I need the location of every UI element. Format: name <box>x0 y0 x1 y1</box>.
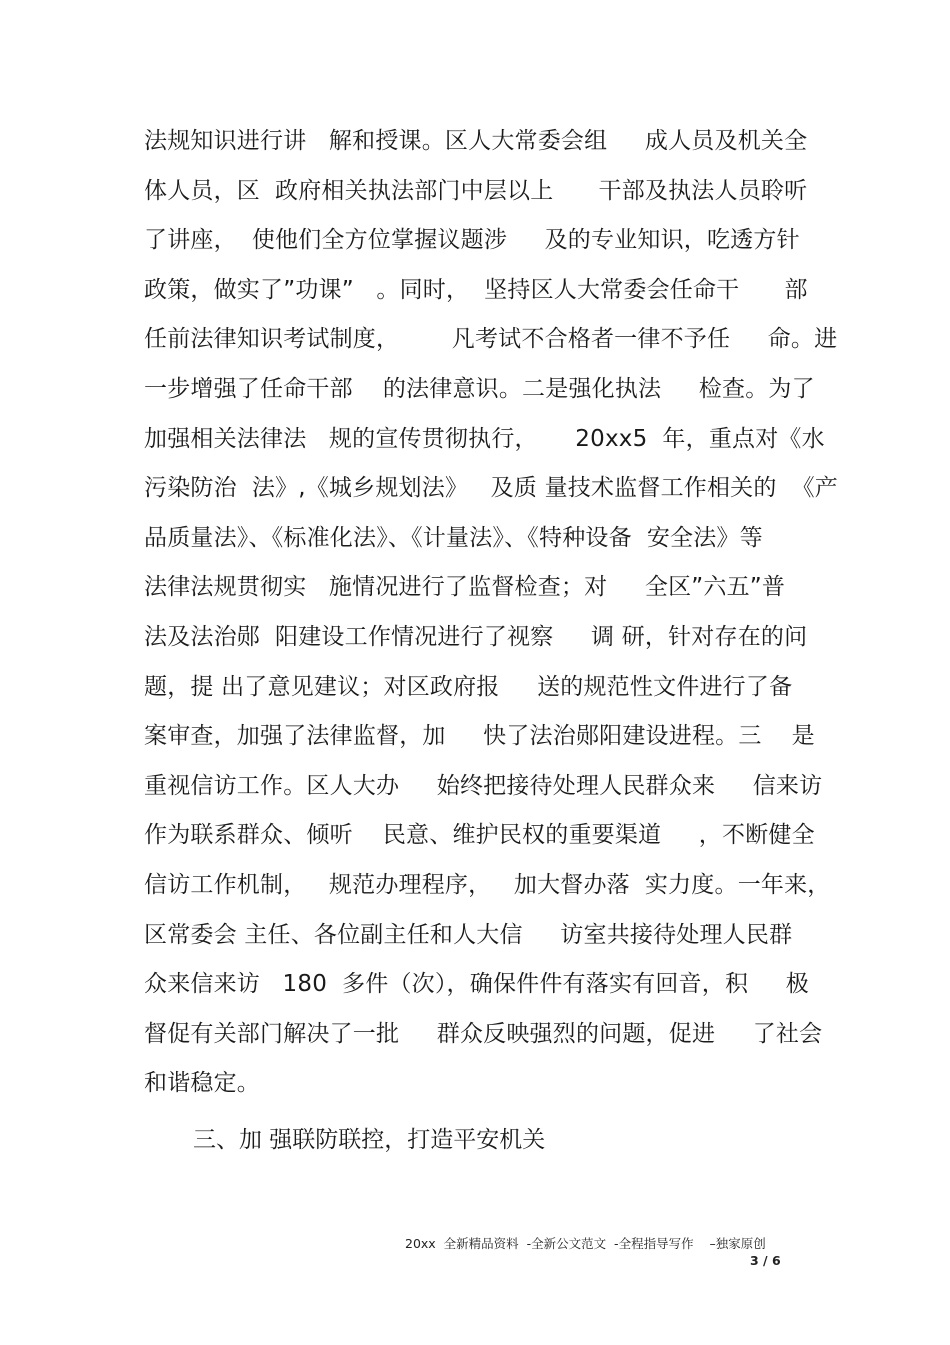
text-line: 加强相关法律法 规的宣传贯彻执行， 20xx5 年，重点对《水 <box>144 425 825 452</box>
text-line: 信访工作机制， 规范办理程序， 加大督办落 实力度。一年来， <box>144 871 831 898</box>
text-line: 品质量法》、《标准化法》、《计量法》、《特种设备 安全法》等 <box>144 524 763 551</box>
section-heading: 三、加 强联防联控，打造平安机关 <box>193 1127 546 1153</box>
text-line: 督促有关部门解决了一批 群众反映强烈的问题，促进 了社会 <box>144 1020 823 1047</box>
text-line: 污染防治 法》,《城乡规划法》 及质 量技术监督工作相关的 《产 <box>144 475 838 502</box>
text-line: 一步增强了任命干部 的法律意识。二是强化执法 检查。为了 <box>144 375 815 402</box>
text-line: 体人员，区 政府相关执法部门中层以上 干部及执法人员聆听 <box>144 177 808 204</box>
text-line: 案审查，加强了法律监督，加 快了法治郧阳建设进程。三 是 <box>144 723 815 750</box>
text-line: 了讲座， 使他们全方位掌握议题涉 及的专业知识，吃透方针 <box>144 227 800 254</box>
text-line: 法及法治郧 阳建设工作情况进行了视察 调 研，针对存在的问 <box>144 623 808 650</box>
text-line: 法律法规贯彻实 施情况进行了监督检查；对 全区”六五”普 <box>144 574 786 601</box>
text-line: 题，提 出了意见建议；对区政府报 送的规范性文件进行了备 <box>144 673 793 700</box>
text-line: 法规知识进行讲 解和授课。区人大常委会组 成人员及机关全 <box>144 128 808 154</box>
text-line: 和谐稳定。 <box>144 1070 260 1097</box>
text-line: 重视信访工作。区人大办 始终把接待处理人民群众来 信来访 <box>144 772 823 799</box>
text-line: 众来信来访 180 多件（次），确保件件有落实有回音，积 极 <box>144 971 809 998</box>
text-line: 作为联系群众、倾听 民意、维护民权的重要渠道 ，不断健全 <box>144 822 815 849</box>
text-line: 政策，做实了”功课” 。同时， 坚持区人大常委会任命干 部 <box>144 276 808 303</box>
text-line: 区常委会 主任、各位副主任和人大信 访室共接待处理人民群 <box>144 921 793 948</box>
text-line: 任前法律知识考试制度， 凡考试不合格者一律不予任 命。进 <box>144 326 838 353</box>
footer-text: 20xx 全新精品资料 -全新公文范文 -全程指导写作 –独家原创 <box>405 1236 766 1251</box>
body-paragraph <box>144 122 838 1114</box>
page-number: 3 / 6 <box>750 1253 781 1268</box>
